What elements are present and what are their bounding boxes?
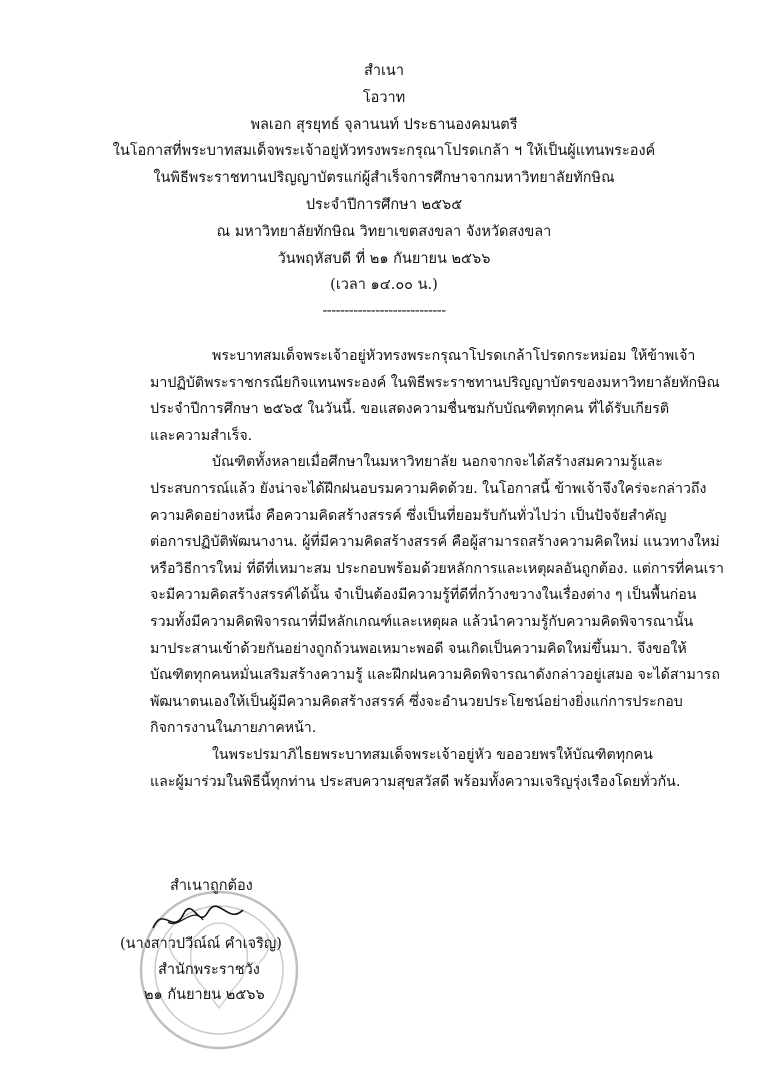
- document-header: [0, 58, 768, 323]
- signatory-office: สำนักพระราชวัง: [158, 962, 260, 978]
- text-line: พระบาทสมเด็จพระเจ้าอยู่หัวทรงพระกรุณาโปรดเกล้าโปรดกระหม่อม ให้ข้าพเจ้า: [212, 348, 696, 364]
- speech-body: [150, 343, 725, 795]
- certified-copy-label: สำเนาถูกต้อง: [170, 878, 253, 894]
- paragraph: [150, 742, 710, 795]
- location-line: ณ มหาวิทยาลัยทักษิณ วิทยาเขตสงขลา จังหวัดสงขลา: [216, 223, 552, 240]
- text-line: กิจการงานในภายภาคหน้า.: [150, 720, 317, 737]
- speaker-line: พลเอก สุรยุทธ์ จุลานนท์ ประธานองคมนตรี: [250, 116, 518, 133]
- text-line: รวมทั้งมีความคิดพิจารณาที่มีหลักเกณฑ์และเหตุผล แล้วนำความรู้กับความคิดพิจารณานั้น: [150, 613, 694, 630]
- time-line: (เวลา ๑๔.๐๐ น.): [330, 277, 438, 294]
- header-separator: ----------------------------: [322, 303, 446, 320]
- text-line: ความคิดอย่างหนึ่ง คือความคิดสร้างสรรค์ ซึ่งเป็นที่ยอมรับกันทั่วไปว่า เป็นปัจจัยสำคัญ: [150, 507, 667, 524]
- signatory-name: (นางสาวปวีณ์ณ์ คำเจริญ): [120, 936, 282, 952]
- ceremony-line: ในพิธีพระราชทานปริญญาบัตรแก่ผู้สำเร็จการศึกษาจากมหาวิทยาลัยทักษิณ: [153, 170, 615, 187]
- text-line: จะมีความคิดสร้างสรรค์ได้นั้น จำเป็นต้องมีความรู้ที่ดีที่กว้างขวางในเรื่องต่าง ๆ เป็นพื้นก่อน: [150, 587, 697, 604]
- paragraph: [150, 449, 725, 742]
- text-line: และผู้มาร่วมในพิธีนี้ทุกท่าน ประสบความสุขสวัสดี พร้อมทั้งความเจริญรุ่งเรืองโดยทั่วกัน.: [150, 773, 681, 790]
- certification-block: [118, 870, 338, 1070]
- text-line: ประสบการณ์แล้ว ยังน่าจะได้ฝึกฝนอบรมความคิดด้วย. ในโอกาสนี้ ข้าพเจ้าจึงใคร่จะกล่าวถึง: [150, 480, 707, 497]
- document-title: โอวาท: [362, 89, 406, 106]
- text-line: บัณฑิตทุกคนหมั่นเสริมสร้างความรู้ และฝึกฝนความคิดพิจารณาดังกล่าวอยู่เสมอ จะได้สามารถ: [150, 667, 721, 684]
- text-line: ประจำปีการศึกษา ๒๕๖๕ ในวันนี้. ขอแสดงความชื่นชมกับบัณฑิตทุกคน ที่ได้รับเกียรติ: [150, 401, 670, 418]
- occasion-line: ในโอกาสที่พระบาทสมเด็จพระเจ้าอยู่หัวทรงพระกรุณาโปรดเกล้า ฯ ให้เป็นผู้แทนพระองค์: [112, 143, 656, 160]
- paragraph: [150, 343, 720, 449]
- text-line: ในพระปรมาภิไธยพระบาทสมเด็จพระเจ้าอยู่หัว ขออวยพรให้บัณฑิตทุกคน: [212, 746, 653, 763]
- text-line: ต่อการปฏิบัติพัฒนางาน. ผู้ที่มีความคิดสร้างสรรค์ คือผู้สามารถสร้างความคิดใหม่ แนวทางใหม่: [150, 534, 720, 551]
- date-line: วันพฤหัสบดี ที่ ๒๑ กันยายน ๒๕๖๖: [277, 250, 491, 267]
- text-line: มาปฏิบัติพระราชกรณียกิจแทนพระองค์ ในพิธีพระราชทานปริญญาบัตรของมหาวิทยาลัยทักษิณ: [150, 374, 720, 391]
- academic-year-line: ประจำปีการศึกษา ๒๕๖๕: [305, 196, 463, 213]
- copy-label: สำเนา: [363, 63, 404, 79]
- text-line: และความสำเร็จ.: [150, 427, 253, 444]
- text-line: บัณฑิตทั้งหลายเมื่อศึกษาในมหาวิทยาลัย นอกจากจะได้สร้างสมความรู้และ: [212, 454, 663, 471]
- text-line: หรือวิธีการใหม่ ที่ดีที่เหมาะสม ประกอบพร้อมด้วยหลักการและเหตุผลอันถูกต้อง. แต่การที่คนเรา: [150, 560, 725, 577]
- certification-date: ๒๑ กันยายน ๒๕๖๖: [144, 987, 265, 1003]
- text-line: มาประสานเข้าด้วยกันอย่างถูกถ้วนพอเหมาะพอดี จนเกิดเป็นความคิดใหม่ขึ้นมา. จึงขอให้: [150, 640, 687, 657]
- text-line: พัฒนาตนเองให้เป็นผู้มีความคิดสร้างสรรค์ ซึ่งจะอำนวยประโยชน์อย่างยิ่งแก่การประกอบ: [150, 693, 683, 710]
